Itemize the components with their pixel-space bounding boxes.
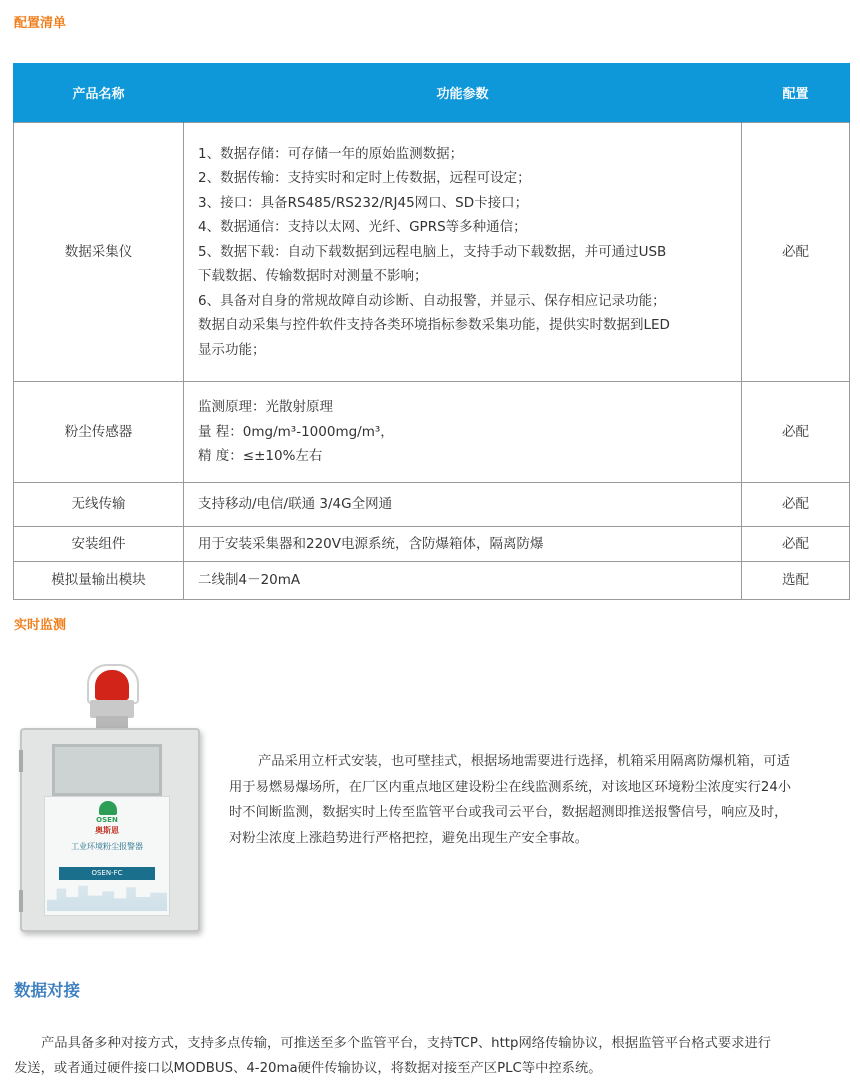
product-name: 安装组件 <box>14 527 184 562</box>
data-integration-description <box>14 1032 850 1081</box>
product-name: 粉尘传感器 <box>14 382 184 483</box>
brand-logo-en: OSEN <box>96 816 118 824</box>
lamp-cage <box>87 664 139 704</box>
param-line: 6、具备对自身的常规故障自动诊断、自动报警，并显示、保存相应记录功能； <box>198 292 666 309</box>
config-list-title: 配置清单 <box>14 16 67 31</box>
table-row <box>14 483 850 527</box>
table-header-row <box>14 63 850 123</box>
paragraph-line: 发送，或者通过硬件接口以MODBUS、4-20ma硬件传输协议，将数据对接至产区PLC等中控系统。 <box>14 1060 602 1076</box>
param-line: 监测原理：光散射原理 <box>198 399 333 416</box>
product-name: 数据采集仪 <box>14 123 184 382</box>
data-integration-title: 数据对接 <box>14 981 80 1000</box>
header-config: 配置 <box>742 63 850 123</box>
device-model: OSEN-FC <box>59 867 155 880</box>
hinge <box>19 890 23 912</box>
brand-logo-icon <box>99 801 117 815</box>
device-enclosure <box>20 728 200 932</box>
device-window <box>52 744 162 796</box>
param-line: 2、数据传输：支持实时和定时上传数据，远程可设定； <box>198 170 531 187</box>
header-product-name: 产品名称 <box>14 63 184 123</box>
param-line: 二线制4－20mA <box>198 572 301 589</box>
paragraph-line: 时不间断监测，数据实时上传至监管平台或我司云平台，数据超测即推送报警信号，响应及时， <box>229 805 788 820</box>
param-line: 5、数据下载：自动下载数据到远程电脑上，支持手动下载数据，并可通过USB <box>198 243 667 260</box>
param-line: 3、接口：具备RS485/RS232/RJ45网口、SD卡接口； <box>198 194 529 211</box>
param-line: 精 度：≤±10%左右 <box>198 448 323 465</box>
param-line: 1、数据存储：可存储一年的原始监测数据； <box>198 145 464 162</box>
monitor-description <box>229 749 849 851</box>
product-config: 必配 <box>742 483 850 527</box>
device-label-panel <box>44 796 170 916</box>
hinge <box>19 750 23 772</box>
header-function-params: 功能参数 <box>184 63 742 123</box>
param-line: 下载数据、传输数据时对测量不影响； <box>198 268 428 285</box>
param-line: 用于安装采集器和220V电源系统，含防爆箱体，隔离防爆 <box>198 535 544 552</box>
dust-alarm-device-image <box>20 658 198 940</box>
product-config: 选配 <box>742 562 850 600</box>
paragraph-line: 产品具备多种对接方式，支持多点传输，可推送至多个监管平台，支持TCP、http网络传输协议，根据监管平台格式要求进行 <box>41 1036 772 1051</box>
table-row <box>14 382 850 483</box>
table-row <box>14 527 850 562</box>
product-params <box>184 123 742 382</box>
product-config: 必配 <box>742 527 850 562</box>
paragraph-line: 产品采用立杆式安装，也可壁挂式，根据场地需要进行选择，机箱采用隔离防爆机箱，可适 <box>258 754 790 769</box>
config-table <box>13 63 850 600</box>
device-name: 工业环境粉尘报警器 <box>71 842 143 851</box>
param-line: 支持移动/电信/联通 3/4G全网通 <box>198 496 393 513</box>
realtime-monitor-title: 实时监测 <box>14 618 67 633</box>
param-line: 显示功能； <box>198 341 266 358</box>
product-params <box>184 527 742 562</box>
city-skyline-graphic <box>47 883 167 911</box>
table-row <box>14 562 850 600</box>
table-row <box>14 123 850 382</box>
product-config: 必配 <box>742 123 850 382</box>
product-params <box>184 562 742 600</box>
paragraph-line: 对粉尘浓度上涨趋势进行严格把控，避免出现生产安全事故。 <box>229 830 589 846</box>
paragraph-line: 用于易燃易爆场所，在厂区内重点地区建设粉尘在线监测系统，对该地区环境粉尘浓度实行24小 <box>229 779 792 795</box>
product-name: 模拟量输出模块 <box>14 562 184 600</box>
param-line: 数据自动采集与控件软件支持各类环境指标参数采集功能，提供实时数据到LED <box>198 317 670 334</box>
param-line: 4、数据通信：支持以太网、光纤、GPRS等多种通信； <box>198 219 527 236</box>
product-params <box>184 483 742 527</box>
product-name: 无线传输 <box>14 483 184 527</box>
product-params <box>184 382 742 483</box>
param-line: 量 程：0mg/m³-1000mg/m³， <box>198 423 394 440</box>
brand-logo-cn: 奥斯恩 <box>95 826 119 835</box>
product-config: 必配 <box>742 382 850 483</box>
